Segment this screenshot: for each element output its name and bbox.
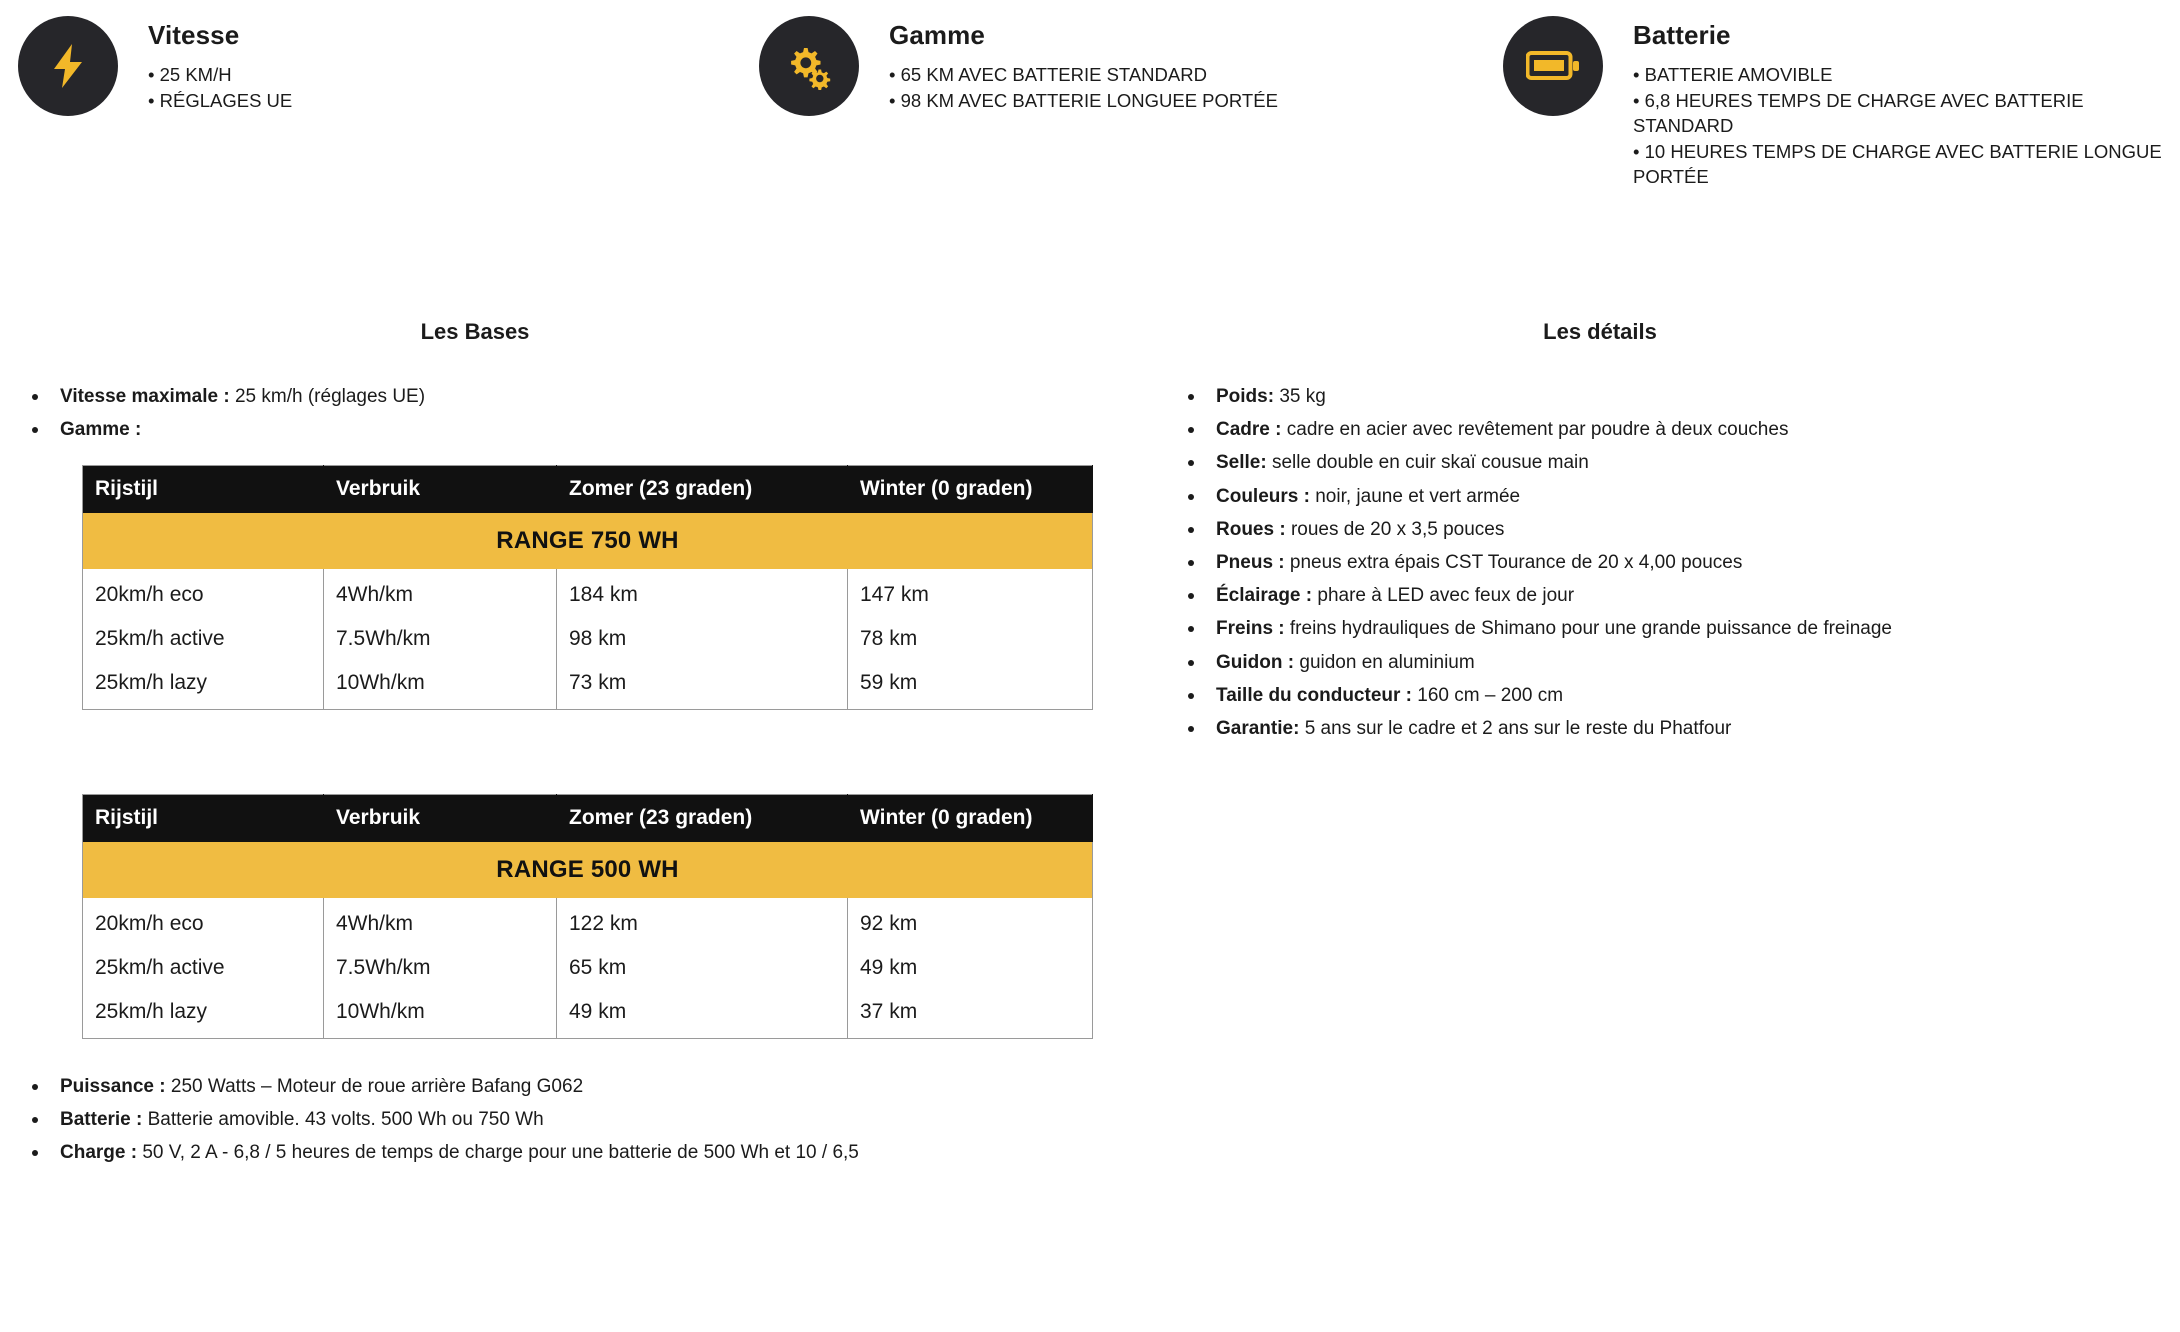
table-header bbox=[83, 465, 1093, 513]
table-row bbox=[83, 569, 1093, 617]
range-table-500 bbox=[82, 794, 1093, 1039]
right-bullets bbox=[1204, 385, 2180, 742]
feature-text-vitesse bbox=[118, 10, 292, 114]
table-cell: 147 km bbox=[860, 582, 929, 606]
feature-strip bbox=[0, 0, 2180, 189]
feature-text-batterie bbox=[1603, 10, 2180, 189]
table-header bbox=[83, 794, 1093, 842]
table-cell: 184 km bbox=[557, 569, 848, 617]
list-item-value: Batterie amovible. 43 volts. 500 Wh ou 750 Wh bbox=[142, 1109, 544, 1131]
list-item-value: 50 V, 2 A - 6,8 / 5 heures de temps de charge pour une batterie de 500 Wh et 10 / 6,5 bbox=[137, 1142, 859, 1164]
list-item-label: Garantie: bbox=[1216, 717, 1300, 739]
table-row bbox=[83, 617, 1093, 661]
list-item-label: Gamme : bbox=[60, 419, 142, 441]
column-header: Rijstijl bbox=[83, 794, 324, 842]
table-title-row bbox=[83, 513, 1093, 569]
list-item bbox=[48, 1141, 1140, 1166]
list-item-label: Selle: bbox=[1216, 452, 1267, 474]
column-header: Winter (0 graden) bbox=[848, 465, 1093, 513]
table-row bbox=[83, 946, 1093, 990]
list-item-value: 35 kg bbox=[1274, 386, 1326, 408]
feature-text-gamme bbox=[859, 10, 1278, 114]
table-cell: 10Wh/km bbox=[324, 661, 557, 710]
feature-line: • RÉGLAGES UE bbox=[148, 90, 293, 112]
table-cell: 37 km bbox=[860, 999, 918, 1023]
list-item-label: Pneus : bbox=[1216, 551, 1285, 573]
table-cell: 49 km bbox=[860, 955, 918, 979]
table-row bbox=[83, 990, 1093, 1039]
column-les-bases bbox=[0, 319, 1140, 1174]
feature-vitesse bbox=[0, 10, 745, 189]
column-header: Verbruik bbox=[324, 465, 557, 513]
feature-line: • 65 KM AVEC BATTERIE STANDARD bbox=[889, 64, 1207, 85]
gears-icon bbox=[785, 42, 833, 90]
table-spacer bbox=[0, 710, 1140, 772]
table-cell: 20km/h eco bbox=[83, 898, 324, 946]
list-item-label: Guidon : bbox=[1216, 651, 1295, 673]
table-cell: 49 km bbox=[557, 990, 848, 1039]
list-item bbox=[1204, 385, 2180, 410]
list-item bbox=[1204, 617, 2180, 642]
feature-badge-gamme bbox=[759, 16, 859, 116]
feature-title-gamme: Gamme bbox=[889, 20, 985, 50]
list-item-value: 5 ans sur le cadre et 2 ans sur le reste du Phatfour bbox=[1299, 717, 1732, 739]
list-item-label: Batterie : bbox=[60, 1109, 143, 1131]
table-cell: 25km/h lazy bbox=[83, 990, 324, 1039]
list-item-label: Éclairage : bbox=[1216, 585, 1313, 607]
list-item-label: Freins : bbox=[1216, 618, 1285, 640]
list-item bbox=[1204, 485, 2180, 510]
list-item bbox=[48, 385, 1140, 410]
table-cell: 78 km bbox=[860, 626, 918, 650]
table-cell: 10Wh/km bbox=[324, 990, 557, 1039]
feature-badge-vitesse bbox=[18, 16, 118, 116]
column-header: Zomer (23 graden) bbox=[557, 794, 848, 842]
feature-line: • 6,8 HEURES TEMPS DE CHARGE AVEC BATTERIE STANDARD bbox=[1633, 90, 2084, 136]
table-cell: 92 km bbox=[860, 911, 918, 935]
feature-batterie bbox=[1487, 10, 2180, 189]
column-header: Rijstijl bbox=[83, 465, 324, 513]
left-bullets-after bbox=[48, 1075, 1140, 1166]
list-item-label: Couleurs : bbox=[1216, 485, 1310, 507]
list-item-value: cadre en acier avec revêtement par poudre à deux couches bbox=[1281, 419, 1789, 441]
list-item-value: 160 cm – 200 cm bbox=[1412, 684, 1564, 706]
list-item-label: Vitesse maximale : bbox=[60, 386, 230, 408]
feature-line: • 10 HEURES TEMPS DE CHARGE AVEC BATTERIE LONGUE PORTÉE bbox=[1633, 141, 2162, 187]
list-item-label: Cadre : bbox=[1216, 419, 1282, 441]
feature-badge-batterie bbox=[1503, 16, 1603, 116]
spec-columns bbox=[0, 319, 2180, 1174]
table-cell: 20km/h eco bbox=[83, 569, 324, 617]
list-item bbox=[1204, 418, 2180, 443]
table-cell: 7.5Wh/km bbox=[324, 946, 557, 990]
left-column-heading: Les Bases bbox=[420, 319, 530, 345]
list-item bbox=[48, 418, 1140, 443]
column-les-details bbox=[1140, 319, 2180, 1174]
list-item-value: roues de 20 x 3,5 pouces bbox=[1285, 518, 1505, 540]
list-item bbox=[1204, 451, 2180, 476]
table-row bbox=[83, 898, 1093, 946]
list-item bbox=[48, 1108, 1140, 1133]
list-item-label: Puissance : bbox=[60, 1075, 166, 1097]
left-bullets-before bbox=[48, 385, 1140, 443]
feature-title-batterie: Batterie bbox=[1633, 20, 1731, 50]
right-column-heading: Les détails bbox=[1543, 319, 1657, 345]
list-item bbox=[48, 1075, 1140, 1100]
list-item-value: selle double en cuir skaï cousue main bbox=[1266, 452, 1589, 474]
range-table-750 bbox=[82, 465, 1093, 710]
table-cell: 73 km bbox=[557, 661, 848, 710]
list-item bbox=[1204, 551, 2180, 576]
list-item-label: Roues : bbox=[1216, 518, 1286, 540]
list-item-value: guidon en aluminium bbox=[1294, 651, 1475, 673]
list-item bbox=[1204, 684, 2180, 709]
table-cell: 25km/h active bbox=[83, 946, 324, 990]
table-cell: 65 km bbox=[557, 946, 848, 990]
table-body bbox=[83, 569, 1093, 710]
table-title-row bbox=[83, 842, 1093, 898]
table-body bbox=[83, 898, 1093, 1039]
list-item bbox=[1204, 717, 2180, 742]
list-item bbox=[1204, 651, 2180, 676]
list-item-value: freins hydrauliques de Shimano pour une grande puissance de freinage bbox=[1284, 618, 1892, 640]
table-cell: 7.5Wh/km bbox=[324, 617, 557, 661]
list-item-value: phare à LED avec feux de jour bbox=[1312, 585, 1575, 607]
column-header: Verbruik bbox=[324, 794, 557, 842]
column-header: Zomer (23 graden) bbox=[557, 465, 848, 513]
table-title: RANGE 750 WH bbox=[83, 513, 1093, 569]
feature-line: • 25 KM/H bbox=[148, 64, 232, 85]
feature-title-vitesse: Vitesse bbox=[148, 20, 240, 50]
battery-icon bbox=[1526, 49, 1580, 83]
list-item bbox=[1204, 518, 2180, 543]
feature-gamme bbox=[745, 10, 1487, 189]
list-item-value: 250 Watts – Moteur de roue arrière Bafang G062 bbox=[165, 1075, 584, 1097]
list-item-value: pneus extra épais CST Tourance de 20 x 4,00 pouces bbox=[1284, 551, 1743, 573]
list-item-value: noir, jaune et vert armée bbox=[1309, 485, 1521, 507]
table-row bbox=[83, 661, 1093, 710]
list-item-label: Poids: bbox=[1216, 386, 1275, 408]
table-cell: 25km/h lazy bbox=[83, 661, 324, 710]
table-cell: 4Wh/km bbox=[324, 898, 557, 946]
feature-line: • 98 KM AVEC BATTERIE LONGUEE PORTÉE bbox=[889, 90, 1278, 112]
lightning-bolt-icon bbox=[48, 43, 88, 89]
table-cell: 25km/h active bbox=[83, 617, 324, 661]
table-cell: 122 km bbox=[557, 898, 848, 946]
table-cell: 59 km bbox=[860, 670, 918, 694]
table-cell: 4Wh/km bbox=[324, 569, 557, 617]
column-header: Winter (0 graden) bbox=[848, 794, 1093, 842]
table-title: RANGE 500 WH bbox=[83, 842, 1093, 898]
table-cell: 98 km bbox=[557, 617, 848, 661]
list-item bbox=[1204, 584, 2180, 609]
list-item-label: Taille du conducteur : bbox=[1216, 684, 1412, 706]
feature-line: • BATTERIE AMOVIBLE bbox=[1633, 64, 1833, 85]
list-item-value: 25 km/h (réglages UE) bbox=[229, 386, 426, 408]
list-item-label: Charge : bbox=[60, 1142, 138, 1164]
